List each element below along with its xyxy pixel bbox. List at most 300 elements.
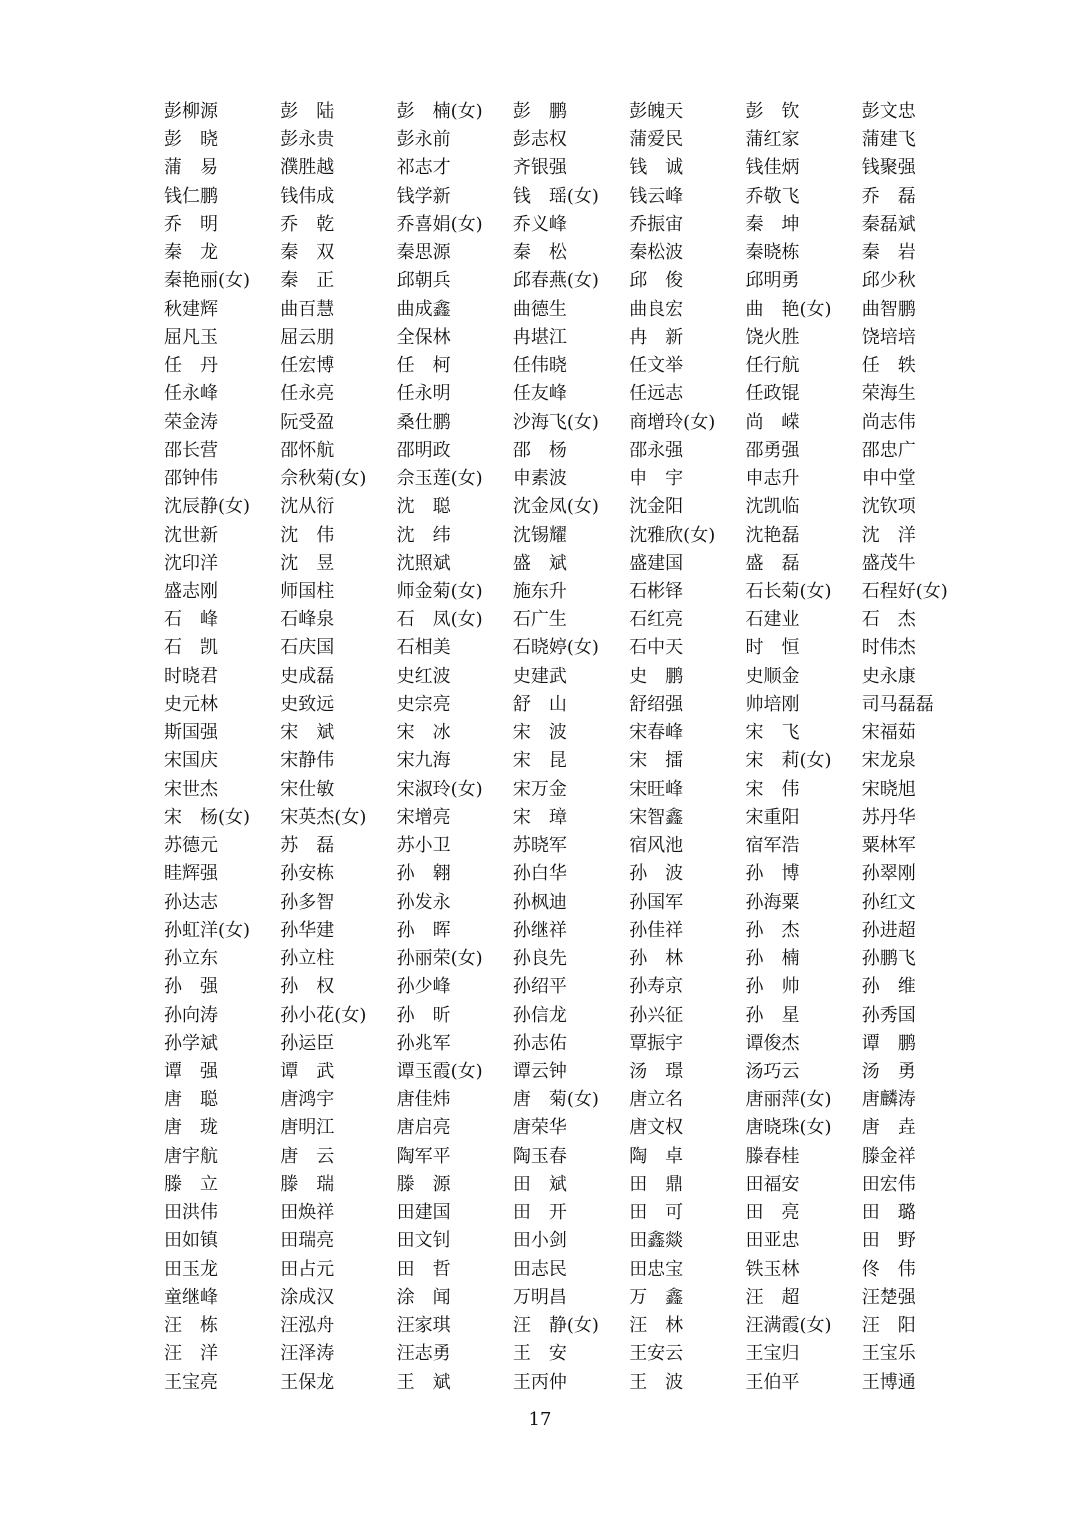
name-entry: 田占元: [280, 1258, 335, 1280]
name-entry: 孙少峰: [396, 976, 451, 998]
name-entry: 任文举: [629, 355, 684, 377]
name-entry: 史顺金: [745, 665, 800, 687]
name-entry: 田文钊: [396, 1230, 451, 1252]
name-entry: 任 轶: [861, 355, 916, 377]
name-entry: 田 哲: [396, 1258, 451, 1280]
name-entry: 彭文忠: [861, 101, 916, 122]
name-entry: 商增玲(女): [629, 411, 716, 433]
name-entry: 沈金阳: [629, 496, 684, 518]
name-entry: 田亚忠: [745, 1230, 800, 1252]
name-entry: 孙 帅: [745, 976, 800, 998]
name-entry: 陶玉春: [512, 1145, 567, 1167]
name-entry: 孙 博: [745, 863, 800, 885]
name-entry: 石 杰: [861, 609, 916, 631]
name-entry: 彭 钦: [745, 101, 800, 122]
name-entry: 任永峰: [164, 383, 218, 405]
name-entry: 汪 静(女): [512, 1315, 599, 1337]
name-entry: 宋万金: [512, 778, 567, 800]
name-entry: 唐荣华: [512, 1117, 567, 1139]
name-entry: 眭辉强: [164, 863, 218, 885]
name-entry: 尚志伟: [861, 411, 916, 433]
name-entry: 唐鸿宇: [280, 1089, 335, 1111]
name-entry: 乔 磊: [861, 185, 916, 207]
name-entry: 蒲红家: [745, 129, 800, 151]
name-entry: 孙 权: [280, 976, 335, 998]
name-entry: 屈云朋: [280, 326, 335, 348]
name-entry: 谭云钟: [512, 1060, 567, 1082]
name-entry: 彭 陆: [280, 101, 335, 122]
name-entry: 王 波: [629, 1371, 684, 1393]
name-entry: 唐宇航: [164, 1145, 218, 1167]
name-entry: 石 凯: [164, 637, 218, 659]
page-number: 17: [528, 1409, 552, 1430]
name-entry: 荣海生: [861, 383, 916, 405]
name-entry: 石 峰: [164, 609, 218, 631]
name-entry: 乔喜娟(女): [396, 213, 483, 235]
name-entry: 桑仕鹏: [396, 411, 451, 433]
name-entry: 秦 松: [512, 242, 567, 264]
name-entry: 秦 岩: [861, 242, 916, 264]
name-entry: 盛建国: [629, 552, 684, 574]
name-entry: 曲良宏: [629, 298, 684, 320]
name-entry: 屈凡玉: [164, 326, 218, 348]
name-entry: 佘秋菊(女): [280, 468, 367, 490]
name-entry: 乔敬飞: [745, 185, 800, 207]
name-entry: 谭俊杰: [745, 1032, 800, 1054]
name-entry: 史成磊: [280, 665, 335, 687]
name-entry: 汪 超: [745, 1286, 800, 1308]
name-entry: 王宝亮: [164, 1371, 218, 1393]
name-entry: 唐 云: [280, 1145, 335, 1167]
name-entry: 陶军平: [396, 1145, 451, 1167]
name-entry: 谭玉霞(女): [396, 1060, 483, 1082]
name-entry: 王宝乐: [861, 1343, 916, 1365]
name-entry: 汪 洋: [164, 1343, 218, 1365]
name-entry: 王 安: [512, 1343, 567, 1365]
name-entry: 彭 鹏: [512, 101, 567, 122]
name-entry: 孙 维: [861, 976, 916, 998]
name-entry: 曲德生: [512, 298, 567, 320]
name-entry: 秦磊斌: [861, 213, 916, 235]
name-entry: 宋福茹: [861, 722, 916, 744]
name-entry: 宋九海: [396, 750, 451, 772]
name-entry: 蒲 易: [164, 157, 218, 179]
name-entry: 荣金涛: [164, 411, 218, 433]
name-entry: 孙志佑: [512, 1032, 567, 1054]
name-entry: 孙枫迪: [512, 891, 567, 913]
name-entry: 宋 冰: [396, 722, 451, 744]
name-entry: 孙海粟: [745, 891, 800, 913]
name-entry: 唐晓珠(女): [745, 1117, 832, 1139]
name-entry: 谭 强: [164, 1060, 218, 1082]
name-entry: 沈雅欣(女): [629, 524, 716, 546]
name-entry: 石程好(女): [861, 580, 948, 602]
name-entry: 宋静伟: [280, 750, 335, 772]
name-entry: 宋 杨(女): [164, 806, 251, 828]
name-entry: 汪泽涛: [280, 1343, 335, 1365]
name-entry: 孙兴征: [629, 1004, 684, 1026]
name-entry: 汪 栋: [164, 1315, 218, 1337]
name-entry: 田福安: [745, 1173, 800, 1195]
name-entry: 阮受盈: [280, 411, 335, 433]
name-entry: 盛志刚: [164, 580, 218, 602]
name-entry: 孙虹洋(女): [164, 919, 251, 941]
name-entry: 覃振宇: [629, 1032, 684, 1054]
name-entry: 王保龙: [280, 1371, 335, 1393]
name-entry: 石彬铎: [629, 580, 684, 602]
name-entry: 宋仕敏: [280, 778, 335, 800]
name-entry: 邱 俊: [629, 270, 684, 292]
name-entry: 史元林: [164, 693, 218, 715]
name-entry: 田志民: [512, 1258, 567, 1280]
name-entry: 宋龙泉: [861, 750, 916, 772]
name-entry: 宋 莉(女): [745, 750, 832, 772]
name-entry: 王博通: [861, 1371, 916, 1393]
name-entry: 宋 伟: [745, 778, 800, 800]
name-entry: 宋 斌: [280, 722, 335, 744]
name-entry: 孙白华: [512, 863, 567, 885]
name-entry: 蒲建飞: [861, 129, 916, 151]
name-entry: 孙绍平: [512, 976, 567, 998]
name-entry: 沈钦项: [861, 496, 916, 518]
name-entry: 彭 楠(女): [396, 101, 483, 122]
name-entry: 孙学斌: [164, 1032, 218, 1054]
name-entry: 钱伟成: [280, 185, 335, 207]
name-entry: 师国柱: [280, 580, 335, 602]
name-entry: 邵忠广: [861, 439, 916, 461]
name-entry: 孙 林: [629, 948, 684, 970]
name-entry: 乔 乾: [280, 213, 335, 235]
name-entry: 沈世新: [164, 524, 218, 546]
name-entry: 沈 洋: [861, 524, 916, 546]
name-entry: 斯国强: [164, 722, 218, 744]
name-entry: 王安云: [629, 1343, 684, 1365]
name-entry: 秦 双: [280, 242, 335, 264]
name-entry: 宋 擂: [629, 750, 684, 772]
name-entry: 粟林军: [861, 835, 916, 857]
name-entry: 唐文权: [629, 1117, 684, 1139]
name-entry: 冉 新: [629, 326, 684, 348]
name-entry: 钱学新: [396, 185, 451, 207]
name-entry: 任 丹: [164, 355, 218, 377]
name-entry: 秦艳丽(女): [164, 270, 251, 292]
name-entry: 史建武: [512, 665, 567, 687]
name-entry: 宿军浩: [745, 835, 800, 857]
name-entry: 钱仁鹏: [164, 185, 218, 207]
name-entry: 邵长营: [164, 439, 218, 461]
name-entry: 孙兆军: [396, 1032, 451, 1054]
name-entry: 盛 磊: [745, 552, 800, 574]
name-entry: 任永亮: [280, 383, 335, 405]
name-entry: 宋 飞: [745, 722, 800, 744]
name-entry: 孙达志: [164, 891, 218, 913]
name-entry: 汤巧云: [745, 1060, 800, 1082]
name-entry: 孙进超: [861, 919, 916, 941]
name-entry: 万 鑫: [629, 1286, 684, 1308]
name-entry: 祁志才: [396, 157, 451, 179]
name-entry: 蒲爱民: [629, 129, 684, 151]
name-entry: 苏晓军: [512, 835, 567, 857]
name-entry: 石庆国: [280, 637, 335, 659]
name-entry: 沈 纬: [396, 524, 451, 546]
name-entry: 孙 杰: [745, 919, 800, 941]
name-entry: 时 恒: [745, 637, 800, 659]
name-entry: 邵钟伟: [164, 468, 218, 490]
name-entry: 沙海飞(女): [512, 411, 599, 433]
name-entry: 史红波: [396, 665, 451, 687]
name-entry: 邱明勇: [745, 270, 800, 292]
name-entry: 汤 璟: [629, 1060, 684, 1082]
name-entry: 孙 星: [745, 1004, 800, 1026]
name-entry: 任政锟: [745, 383, 800, 405]
name-entry: 宋 昆: [512, 750, 567, 772]
name-entry: 田宏伟: [861, 1173, 916, 1195]
name-entry: 石晓婷(女): [512, 637, 599, 659]
name-entry: 邵勇强: [745, 439, 800, 461]
name-entry: 田焕祥: [280, 1202, 335, 1224]
name-entry: 田 亮: [745, 1202, 800, 1224]
name-entry: 孙国军: [629, 891, 684, 913]
name-entry: 沈 伟: [280, 524, 335, 546]
name-entry: 孙鹏飞: [861, 948, 916, 970]
name-entry: 涂 闻: [396, 1286, 451, 1308]
name-entry: 汪家琪: [396, 1315, 451, 1337]
name-entry: 石 凤(女): [396, 609, 483, 631]
name-entry: 秦 龙: [164, 242, 218, 264]
name-entry: 任行航: [745, 355, 800, 377]
name-entry: 孙翠刚: [861, 863, 916, 885]
name-entry: 沈照斌: [396, 552, 451, 574]
name-entry: 帅培刚: [745, 693, 800, 715]
name-entry: 童继峰: [164, 1286, 218, 1308]
name-entry: 孙佳祥: [629, 919, 684, 941]
name-entry: 邵明政: [396, 439, 451, 461]
name-entry: 田 璐: [861, 1202, 916, 1224]
name-entry: 王宝归: [745, 1343, 800, 1365]
name-entry: 宋英杰(女): [280, 806, 367, 828]
name-entry: 孙继祥: [512, 919, 567, 941]
name-entry: 乔振宙: [629, 213, 684, 235]
name-entry: 沈艳磊: [745, 524, 800, 546]
name-entry: 滕金祥: [861, 1145, 916, 1167]
name-entry: 沈金凤(女): [512, 496, 599, 518]
name-entry: 田 可: [629, 1202, 684, 1224]
name-entry: 孙向涛: [164, 1004, 218, 1026]
name-entry: 邵怀航: [280, 439, 335, 461]
name-entry: 时晓君: [164, 665, 218, 687]
name-entry: 滕 瑞: [280, 1173, 335, 1195]
name-entry: 孙寿京: [629, 976, 684, 998]
name-entry: 石长菊(女): [745, 580, 832, 602]
name-entry: 孙丽荣(女): [396, 948, 483, 970]
name-entry: 唐 聪: [164, 1089, 218, 1111]
name-entry: 汪志勇: [396, 1343, 451, 1365]
name-entry: 沈凯临: [745, 496, 800, 518]
name-entry: 孙红文: [861, 891, 916, 913]
name-entry: 孙立东: [164, 948, 218, 970]
name-entry: 钱云峰: [629, 185, 684, 207]
name-entry: 佘玉莲(女): [396, 468, 483, 490]
name-entry: 田 斌: [512, 1173, 567, 1195]
name-entry: 钱聚强: [861, 157, 916, 179]
name-entry: 石中天: [629, 637, 684, 659]
name-entry: 唐佳炜: [396, 1089, 451, 1111]
name-list: [164, 98, 978, 1397]
name-entry: 田 鼎: [629, 1173, 684, 1195]
name-entry: 苏丹华: [861, 806, 916, 828]
name-entry: 秦晓栋: [745, 242, 800, 264]
name-entry: 汪 阳: [861, 1315, 916, 1337]
name-entry: 史永康: [861, 665, 916, 687]
name-entry: 宋重阳: [745, 806, 800, 828]
name-entry: 乔 明: [164, 213, 218, 235]
name-entry: 孙 昕: [396, 1004, 451, 1026]
name-entry: 孙华建: [280, 919, 335, 941]
name-entry: 石峰泉: [280, 609, 335, 631]
name-entry: 秦松波: [629, 242, 684, 264]
name-entry: 宋春峰: [629, 722, 684, 744]
name-entry: 沈从衍: [280, 496, 335, 518]
name-entry: 曲智鹏: [861, 298, 916, 320]
name-entry: 孙信龙: [512, 1004, 567, 1026]
name-entry: 曲成鑫: [396, 298, 451, 320]
name-entry: 钱 瑶(女): [512, 185, 599, 207]
name-entry: 宋淑玲(女): [396, 778, 483, 800]
name-entry: 石红亮: [629, 609, 684, 631]
name-entry: 盛茂牛: [861, 552, 916, 574]
name-entry: 王伯平: [745, 1371, 800, 1393]
name-entry: 任宏博: [280, 355, 335, 377]
name-entry: 沈锡耀: [512, 524, 567, 546]
name-entry: 沈辰静(女): [164, 496, 251, 518]
name-entry: 王 斌: [396, 1371, 451, 1393]
name-entry: 孙小花(女): [280, 1004, 367, 1026]
name-entry: 万明昌: [512, 1286, 567, 1308]
name-entry: 田洪伟: [164, 1202, 218, 1224]
name-entry: 谭 鹏: [861, 1032, 916, 1054]
name-entry: 王丙仲: [512, 1371, 567, 1393]
name-entry: 孙多智: [280, 891, 335, 913]
name-entry: 秦 坤: [745, 213, 800, 235]
name-entry: 孙立柱: [280, 948, 335, 970]
name-entry: 申志升: [745, 468, 800, 490]
name-entry: 汪 林: [629, 1315, 684, 1337]
name-entry: 田 开: [512, 1202, 567, 1224]
name-entry: 沈 聪: [396, 496, 451, 518]
name-entry: 苏德元: [164, 835, 218, 857]
name-entry: 任 柯: [396, 355, 451, 377]
name-entry: 孙良先: [512, 948, 567, 970]
name-entry: 盛 斌: [512, 552, 567, 574]
name-entry: 孙 晖: [396, 919, 451, 941]
name-entry: 彭志权: [512, 129, 567, 151]
name-entry: 沈 昱: [280, 552, 335, 574]
name-entry: 汪泓舟: [280, 1315, 335, 1337]
name-entry: 汪楚强: [861, 1286, 916, 1308]
name-entry: 全保林: [396, 326, 451, 348]
name-entry: 石广生: [512, 609, 567, 631]
name-entry: 宋 波: [512, 722, 567, 744]
name-entry: 苏小卫: [396, 835, 451, 857]
name-entry: 彭 晓: [164, 129, 218, 151]
name-entry: 史 鹏: [629, 665, 684, 687]
name-entry: 滕春桂: [745, 1145, 800, 1167]
name-entry: 邵永强: [629, 439, 684, 461]
name-entry: 彭永前: [396, 129, 451, 151]
name-entry: 饶火胜: [745, 326, 800, 348]
name-entry: 沈印洋: [164, 552, 218, 574]
name-entry: 濮胜越: [280, 157, 335, 179]
name-entry: 汤 勇: [861, 1060, 916, 1082]
name-entry: 田如镇: [164, 1230, 218, 1252]
name-entry: 宋 璋: [512, 806, 567, 828]
name-entry: 齐银强: [512, 157, 567, 179]
name-entry: 陶 卓: [629, 1145, 684, 1167]
name-entry: 田鑫燚: [629, 1230, 684, 1252]
name-entry: 饶培培: [861, 326, 916, 348]
name-entry: 唐 垚: [861, 1117, 916, 1139]
name-entry: 佟 伟: [861, 1258, 916, 1280]
name-entry: 乔义峰: [512, 213, 567, 235]
name-entry: 钱佳炳: [745, 157, 800, 179]
name-entry: 冉堪江: [512, 326, 567, 348]
name-entry: 舒 山: [512, 693, 567, 715]
name-entry: 秦 正: [280, 270, 335, 292]
name-entry: 邵 杨: [512, 439, 567, 461]
name-entry: 苏 磊: [280, 835, 335, 857]
name-entry: 任远志: [629, 383, 684, 405]
name-entry: 田忠宝: [629, 1258, 684, 1280]
name-entry: 滕 源: [396, 1173, 451, 1195]
name-entry: 邱朝兵: [396, 270, 451, 292]
name-entry: 田玉龙: [164, 1258, 218, 1280]
name-entry: 孙运臣: [280, 1032, 335, 1054]
name-entry: 申中堂: [861, 468, 916, 490]
name-entry: 申素波: [512, 468, 567, 490]
name-entry: 宿风池: [629, 835, 684, 857]
name-entry: 唐麟涛: [861, 1089, 916, 1111]
name-entry: 孙秀国: [861, 1004, 916, 1026]
name-entry: 滕 立: [164, 1173, 218, 1195]
name-entry: 铁玉林: [745, 1258, 800, 1280]
name-entry: 宋增亮: [396, 806, 451, 828]
name-entry: 施东升: [512, 580, 567, 602]
name-entry: 彭魄天: [629, 101, 684, 122]
name-entry: 尚 嵘: [745, 411, 800, 433]
name-entry: 孙 强: [164, 976, 218, 998]
name-entry: 史宗亮: [396, 693, 451, 715]
name-entry: 宋智鑫: [629, 806, 684, 828]
name-entry: 宋国庆: [164, 750, 218, 772]
name-entry: 彭永贵: [280, 129, 335, 151]
name-entry: 师金菊(女): [396, 580, 483, 602]
name-entry: 孙 波: [629, 863, 684, 885]
name-entry: 田建国: [396, 1202, 451, 1224]
name-entry: 田小剑: [512, 1230, 567, 1252]
name-entry: 孙 翱: [396, 863, 451, 885]
name-entry: 邱春燕(女): [512, 270, 599, 292]
name-entry: 孙发永: [396, 891, 451, 913]
name-entry: 曲百慧: [280, 298, 335, 320]
name-entry: 任友峰: [512, 383, 567, 405]
name-entry: 孙 楠: [745, 948, 800, 970]
name-entry: 史致远: [280, 693, 335, 715]
name-entry: 唐 珑: [164, 1117, 218, 1139]
name-entry: 秋建辉: [164, 298, 218, 320]
name-entry: 邱少秋: [861, 270, 916, 292]
name-entry: 舒绍强: [629, 693, 684, 715]
name-entry: 宋世杰: [164, 778, 218, 800]
